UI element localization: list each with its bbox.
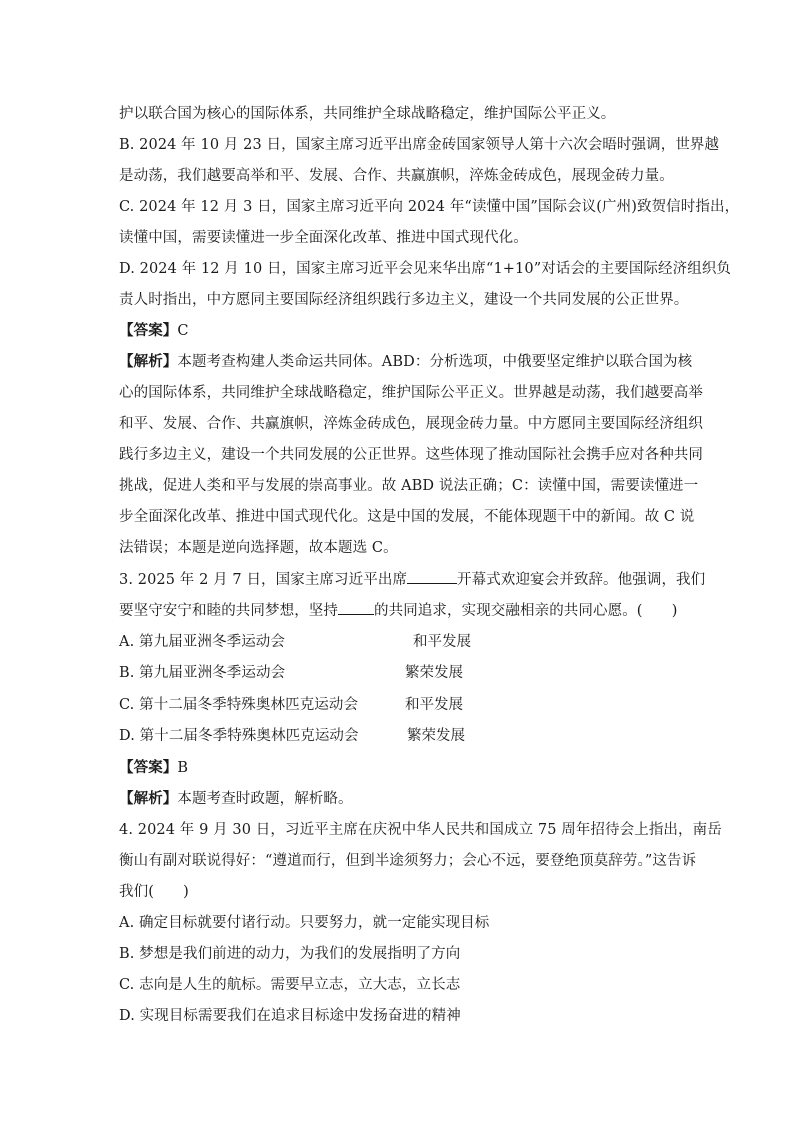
- q3-stem-text: 要坚守安宁和睦的共同梦想，坚持: [119, 603, 338, 619]
- q2-analysis-line2: 心的国际体系，共同维护全球战略稳定，维护国际公平正义。世界越是动荡，我们越要高举: [119, 385, 703, 401]
- q4-option-a: A. 确定目标就要付诸行动。只要努力，就一定能实现目标: [119, 915, 490, 931]
- q3-option-b: B. 第九届亚洲冬季运动会: [119, 665, 286, 681]
- q4-stem-line3: 我们( ): [119, 884, 189, 900]
- answer-value: B: [177, 760, 189, 776]
- analysis-text: 本题考查时政题，解析略。: [177, 791, 353, 807]
- q4-stem-line1: 4. 2024 年 9 月 30 日，习近平主席在庆祝中华人民共和国成立 75 周年招待会上指出，南岳: [119, 822, 722, 838]
- q3-option-d: D. 第十二届冬季特殊奥林匹克运动会: [119, 728, 359, 744]
- q2-option-d-line1: D. 2024 年 12 月 10 日，国家主席习近平会见来华出席“1+10”对话会的主要国际经济组织负: [119, 261, 732, 277]
- answer-tag: 【答案】: [119, 759, 178, 776]
- q2-option-b-line1: B. 2024 年 10 月 23 日，国家主席习近平出席金砖国家领导人第十六次会晤时强调，世界越: [119, 137, 720, 153]
- q3-option-a-blank2: 和平发展: [413, 634, 471, 650]
- q3-stem-text: 3. 2025 年 2 月 7 日，国家主席习近平出席: [119, 572, 408, 588]
- q2-analysis-line5: 挑战，促进人类和平与发展的崇高事业。故 ABD 说法正确；C：读懂中国，需要读懂进一: [119, 478, 699, 494]
- analysis-text: 本题考查构建人类命运共同体。ABD：分析选项，中俄要坚定维护以联合国为核: [177, 354, 693, 370]
- q3-option-c: C. 第十二届冬季特殊奥林匹克运动会: [119, 697, 359, 713]
- q3-option-d-blank2: 繁荣发展: [407, 728, 465, 744]
- q3-option-c-blank2: 和平发展: [405, 697, 463, 713]
- fill-in-blank: [338, 600, 374, 615]
- q3-option-b-blank2: 繁荣发展: [405, 665, 463, 681]
- analysis-tag: 【解析】: [119, 790, 178, 807]
- q3-stem-text: 的共同追求，实现交融相亲的共同心愿。( ): [374, 603, 678, 619]
- q3-stem-text: 开幕式欢迎宴会并致辞。他强调，我们: [457, 572, 706, 588]
- q2-option-d-line2: 责人时指出，中方愿同主要国际经济组织践行多边主义，建设一个共同发展的公正世界。: [119, 292, 689, 308]
- answer-tag: 【答案】: [119, 322, 178, 339]
- answer-value: C: [177, 323, 189, 339]
- q2-option-c-line1: C. 2024 年 12 月 3 日，国家主席习近平向 2024 年“读懂中国”国际会议(广州)致贺信时指出，: [119, 199, 740, 215]
- q2-answer: [119, 321, 679, 341]
- q2-analysis-line3: 和平、发展、合作、共赢旗帜，淬炼金砖成色，展现金砖力量。中方愿同主要国际经济组织: [119, 416, 703, 432]
- q4-option-b: B. 梦想是我们前进的动力，为我们的发展指明了方向: [119, 946, 461, 962]
- q3-answer: [119, 758, 679, 778]
- fill-in-blank: [407, 569, 457, 584]
- analysis-tag: 【解析】: [119, 353, 178, 370]
- q2-option-c-line2: 读懂中国，需要读懂进一步全面深化改革、推进中国式现代化。: [119, 230, 528, 246]
- q2-analysis-line7: 法错误；本题是逆向选择题，故本题选 C。: [119, 540, 398, 556]
- q3-stem-line1: [119, 569, 706, 590]
- q4-option-c: C. 志向是人生的航标。需要早立志，立大志，立长志: [119, 977, 461, 993]
- q2-analysis-line4: 践行多边主义，建设一个共同发展的公正世界。这些体现了推动国际社会携手应对各种共同: [119, 447, 703, 463]
- q2-analysis-line1: [119, 352, 693, 372]
- q2-option-a-continued: 护以联合国为核心的国际体系，共同维护全球战略稳定，维护国际公平正义。: [119, 106, 616, 122]
- q3-analysis: [119, 789, 679, 809]
- q3-stem-line2: [119, 600, 679, 621]
- q4-option-d: D. 实现目标需要我们在追求目标途中发扬奋进的精神: [119, 1008, 461, 1024]
- q2-analysis-line6: 步全面深化改革、推进中国式现代化。这是中国的发展，不能体现题干中的新闻。故 C 说: [119, 509, 695, 525]
- q2-option-b-line2: 是动荡，我们越要高举和平、发展、合作、共赢旗帜，淬炼金砖成色，展现金砖力量。: [119, 168, 674, 184]
- q4-stem-line2: 衡山有副对联说得好：“遵道而行，但到半途须努力；会心不远，要登绝顶莫辞劳。”这告诉: [119, 853, 697, 869]
- q3-option-a: A. 第九届亚洲冬季运动会: [119, 634, 285, 650]
